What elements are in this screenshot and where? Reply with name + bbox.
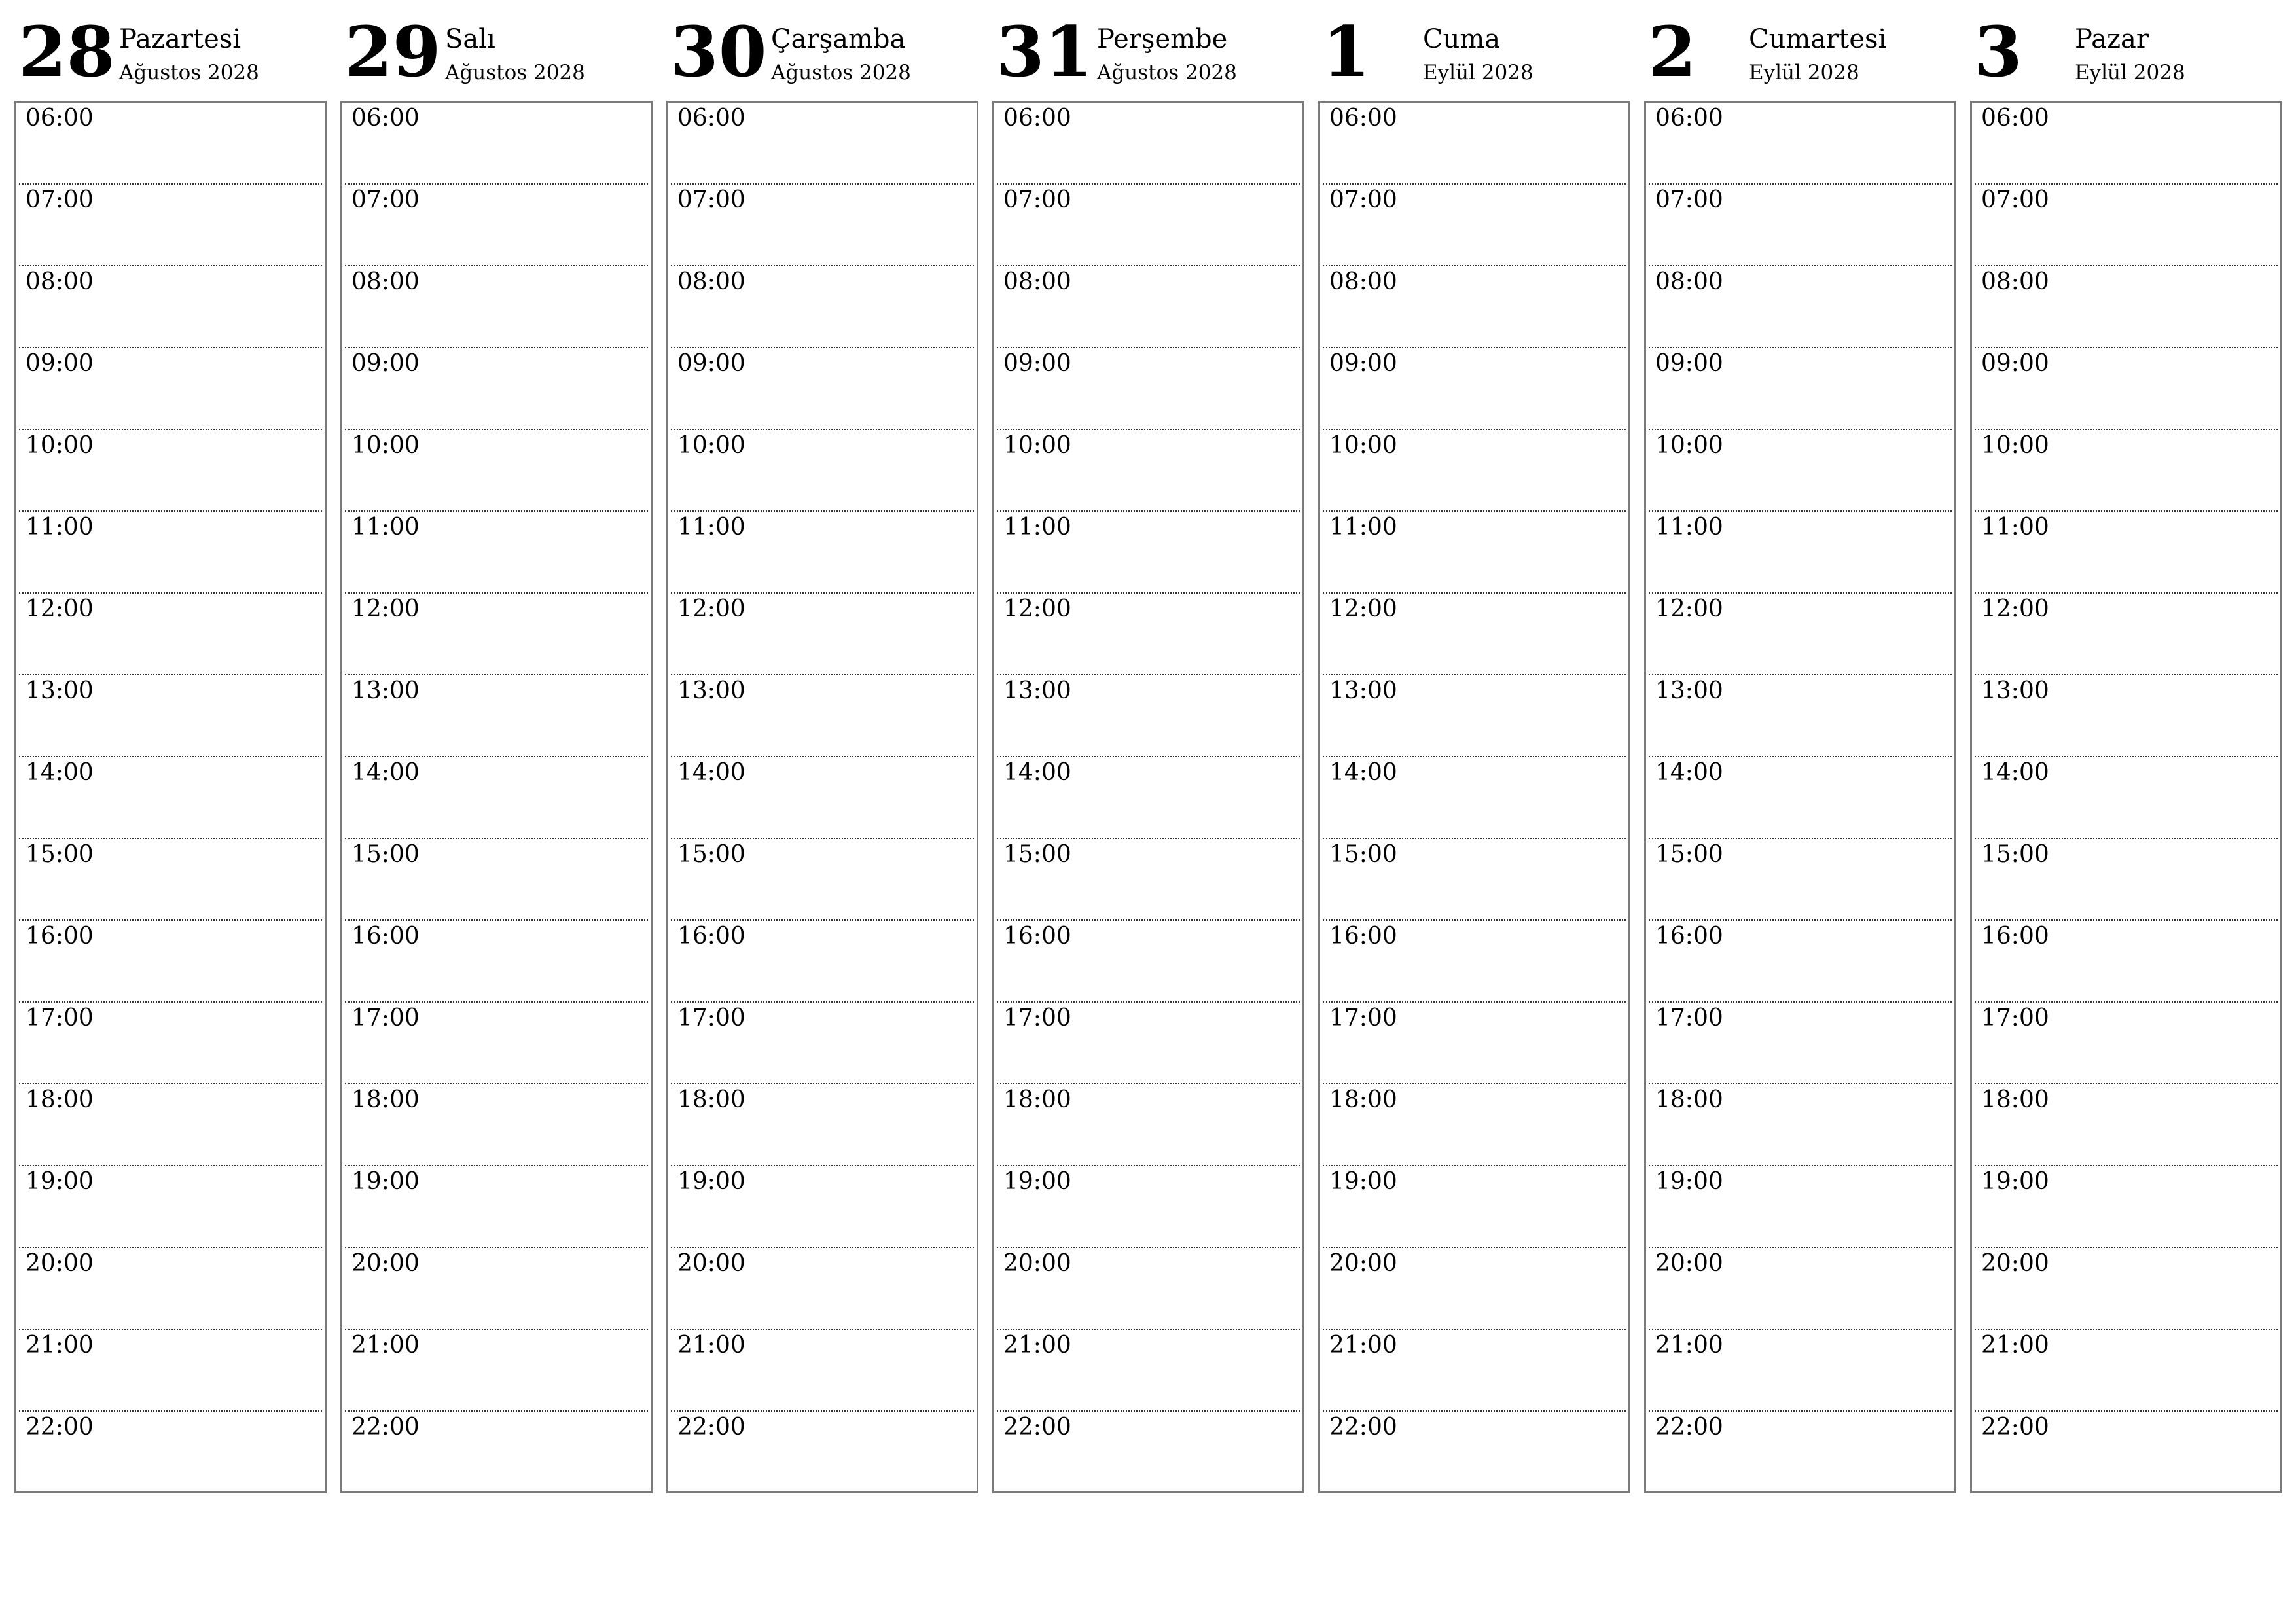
hour-slot[interactable] bbox=[671, 1003, 974, 1084]
hour-label: 08:00 bbox=[677, 268, 745, 295]
hour-label: 21:00 bbox=[351, 1332, 420, 1359]
hour-slot[interactable] bbox=[19, 921, 322, 1003]
hour-label: 13:00 bbox=[1003, 677, 1071, 704]
hour-label: 22:00 bbox=[351, 1414, 420, 1440]
day-column bbox=[992, 12, 1304, 1501]
day-header bbox=[1318, 12, 1630, 101]
day-column bbox=[14, 12, 327, 1501]
hour-slot[interactable] bbox=[671, 1248, 974, 1330]
hour-slot[interactable] bbox=[1649, 1084, 1952, 1166]
day-schedule-box bbox=[1318, 101, 1630, 1493]
hour-slot[interactable] bbox=[997, 1330, 1300, 1412]
hour-label: 06:00 bbox=[26, 105, 94, 132]
hour-slot[interactable] bbox=[997, 430, 1300, 512]
hour-slot[interactable] bbox=[1649, 1248, 1952, 1330]
hour-slot[interactable] bbox=[1323, 512, 1626, 594]
hour-slot[interactable] bbox=[671, 185, 974, 266]
hour-label: 09:00 bbox=[351, 350, 420, 377]
hour-label: 18:00 bbox=[351, 1086, 420, 1113]
month-year: Ağustos 2028 bbox=[119, 61, 259, 84]
hour-slot[interactable] bbox=[1649, 512, 1952, 594]
hour-label: 21:00 bbox=[26, 1332, 94, 1359]
hour-label: 06:00 bbox=[1003, 105, 1071, 132]
hour-label: 22:00 bbox=[1981, 1414, 2049, 1440]
hour-slot[interactable] bbox=[19, 1084, 322, 1166]
weekday-name: Çarşamba bbox=[771, 24, 906, 54]
hour-label: 09:00 bbox=[677, 350, 745, 377]
hour-label: 13:00 bbox=[1655, 677, 1723, 704]
hour-slot[interactable] bbox=[671, 1084, 974, 1166]
hour-slot[interactable] bbox=[19, 675, 322, 757]
hour-slot[interactable] bbox=[671, 103, 974, 185]
hour-label: 20:00 bbox=[1981, 1250, 2049, 1277]
day-column bbox=[340, 12, 653, 1501]
hour-label: 06:00 bbox=[1981, 105, 2049, 132]
day-column bbox=[1644, 12, 1956, 1501]
hour-label: 18:00 bbox=[1655, 1086, 1723, 1113]
day-schedule-box bbox=[340, 101, 653, 1493]
hour-slot[interactable] bbox=[1975, 512, 2278, 594]
hour-label: 16:00 bbox=[1003, 923, 1071, 950]
hour-slot[interactable] bbox=[1975, 185, 2278, 266]
hour-slot[interactable] bbox=[345, 512, 648, 594]
hour-slot[interactable] bbox=[1323, 430, 1626, 512]
hour-slot[interactable] bbox=[19, 512, 322, 594]
hour-slot[interactable] bbox=[1323, 1003, 1626, 1084]
hour-label: 14:00 bbox=[351, 759, 420, 786]
hour-label: 10:00 bbox=[677, 432, 745, 459]
hour-label: 16:00 bbox=[351, 923, 420, 950]
hour-label: 15:00 bbox=[351, 841, 420, 868]
hour-label: 14:00 bbox=[1003, 759, 1071, 786]
hour-label: 07:00 bbox=[1329, 187, 1397, 213]
hour-label: 17:00 bbox=[1003, 1005, 1071, 1031]
hour-label: 08:00 bbox=[1329, 268, 1397, 295]
hour-slot[interactable] bbox=[345, 594, 648, 675]
hour-label: 11:00 bbox=[1329, 514, 1397, 541]
hour-label: 22:00 bbox=[1329, 1414, 1397, 1440]
hour-slot[interactable] bbox=[1975, 921, 2278, 1003]
hour-slot[interactable] bbox=[1649, 266, 1952, 348]
hour-slot[interactable] bbox=[19, 1248, 322, 1330]
hour-slot[interactable] bbox=[997, 103, 1300, 185]
hour-slot[interactable] bbox=[1323, 594, 1626, 675]
hour-slot[interactable] bbox=[1649, 1412, 1952, 1493]
hour-slot[interactable] bbox=[19, 1412, 322, 1493]
hour-label: 20:00 bbox=[351, 1250, 420, 1277]
hour-slot[interactable] bbox=[671, 430, 974, 512]
hour-slot[interactable] bbox=[997, 921, 1300, 1003]
hour-slot[interactable] bbox=[345, 1166, 648, 1248]
hour-label: 21:00 bbox=[1655, 1332, 1723, 1359]
hour-label: 19:00 bbox=[677, 1168, 745, 1195]
hour-label: 14:00 bbox=[26, 759, 94, 786]
hour-label: 11:00 bbox=[351, 514, 420, 541]
hour-label: 12:00 bbox=[1329, 596, 1397, 622]
hour-slot[interactable] bbox=[671, 348, 974, 430]
hour-label: 08:00 bbox=[351, 268, 420, 295]
hour-slot[interactable] bbox=[671, 594, 974, 675]
hour-label: 09:00 bbox=[1655, 350, 1723, 377]
hour-slot[interactable] bbox=[1649, 839, 1952, 921]
hour-label: 15:00 bbox=[1329, 841, 1397, 868]
hour-slot[interactable] bbox=[997, 512, 1300, 594]
hour-label: 15:00 bbox=[677, 841, 745, 868]
month-year: Ağustos 2028 bbox=[771, 61, 911, 84]
hour-label: 12:00 bbox=[26, 596, 94, 622]
hour-slot[interactable] bbox=[1323, 103, 1626, 185]
hour-slot[interactable] bbox=[345, 1084, 648, 1166]
hour-slot[interactable] bbox=[1649, 675, 1952, 757]
hour-label: 14:00 bbox=[1329, 759, 1397, 786]
hour-slot[interactable] bbox=[1975, 675, 2278, 757]
hour-label: 22:00 bbox=[1655, 1414, 1723, 1440]
hour-slot[interactable] bbox=[19, 1166, 322, 1248]
hour-slot[interactable] bbox=[1975, 103, 2278, 185]
hour-slot[interactable] bbox=[19, 757, 322, 839]
hour-label: 18:00 bbox=[26, 1086, 94, 1113]
hour-slot[interactable] bbox=[1975, 1412, 2278, 1493]
day-number: 29 bbox=[344, 10, 441, 92]
hour-slot[interactable] bbox=[1649, 348, 1952, 430]
hour-label: 06:00 bbox=[351, 105, 420, 132]
hour-slot[interactable] bbox=[1975, 1003, 2278, 1084]
weekday-name: Cumartesi bbox=[1749, 24, 1887, 54]
month-year: Eylül 2028 bbox=[1749, 61, 1859, 84]
weekday-name: Pazartesi bbox=[119, 24, 242, 54]
weekly-planner bbox=[14, 12, 2284, 1501]
day-number: 30 bbox=[670, 10, 767, 92]
hour-label: 06:00 bbox=[677, 105, 745, 132]
hour-slot[interactable] bbox=[19, 1003, 322, 1084]
hour-label: 13:00 bbox=[1329, 677, 1397, 704]
hour-label: 21:00 bbox=[677, 1332, 745, 1359]
hour-slot[interactable] bbox=[345, 921, 648, 1003]
hour-slot[interactable] bbox=[19, 594, 322, 675]
hour-slot[interactable] bbox=[1975, 348, 2278, 430]
hour-label: 18:00 bbox=[1329, 1086, 1397, 1113]
day-number: 31 bbox=[996, 10, 1093, 92]
hour-label: 13:00 bbox=[26, 677, 94, 704]
hour-slot[interactable] bbox=[1649, 757, 1952, 839]
hour-label: 18:00 bbox=[1003, 1086, 1071, 1113]
hour-label: 07:00 bbox=[1981, 187, 2049, 213]
hour-slot[interactable] bbox=[997, 1166, 1300, 1248]
hour-slot[interactable] bbox=[1649, 103, 1952, 185]
hour-slot[interactable] bbox=[19, 103, 322, 185]
hour-slot[interactable] bbox=[1323, 1248, 1626, 1330]
hour-label: 18:00 bbox=[677, 1086, 745, 1113]
hour-slot[interactable] bbox=[1323, 921, 1626, 1003]
hour-slot[interactable] bbox=[671, 839, 974, 921]
hour-label: 12:00 bbox=[677, 596, 745, 622]
hour-label: 20:00 bbox=[26, 1250, 94, 1277]
hour-label: 11:00 bbox=[26, 514, 94, 541]
hour-slot[interactable] bbox=[345, 839, 648, 921]
day-column bbox=[1970, 12, 2282, 1501]
hour-slot[interactable] bbox=[1649, 921, 1952, 1003]
hour-slot[interactable] bbox=[19, 430, 322, 512]
hour-slot[interactable] bbox=[345, 1003, 648, 1084]
hour-label: 21:00 bbox=[1981, 1332, 2049, 1359]
hour-slot[interactable] bbox=[671, 512, 974, 594]
hour-label: 10:00 bbox=[351, 432, 420, 459]
hour-slot[interactable] bbox=[1323, 839, 1626, 921]
hour-label: 06:00 bbox=[1655, 105, 1723, 132]
hour-label: 17:00 bbox=[1981, 1005, 2049, 1031]
hour-slot[interactable] bbox=[1975, 839, 2278, 921]
hour-label: 10:00 bbox=[26, 432, 94, 459]
hour-label: 19:00 bbox=[1655, 1168, 1723, 1195]
day-header bbox=[992, 12, 1304, 101]
hour-slot[interactable] bbox=[671, 675, 974, 757]
hour-label: 16:00 bbox=[1655, 923, 1723, 950]
hour-label: 13:00 bbox=[1981, 677, 2049, 704]
hour-label: 20:00 bbox=[1329, 1250, 1397, 1277]
day-schedule-box bbox=[666, 101, 978, 1493]
hour-label: 11:00 bbox=[1655, 514, 1723, 541]
day-schedule-box bbox=[1644, 101, 1956, 1493]
hour-label: 16:00 bbox=[677, 923, 745, 950]
month-year: Ağustos 2028 bbox=[1097, 61, 1237, 84]
hour-slot[interactable] bbox=[1649, 1003, 1952, 1084]
day-schedule-box bbox=[992, 101, 1304, 1493]
hour-slot[interactable] bbox=[1975, 1330, 2278, 1412]
weekday-name: Perşembe bbox=[1097, 24, 1228, 54]
hour-slot[interactable] bbox=[345, 1412, 648, 1493]
hour-slot[interactable] bbox=[1975, 1248, 2278, 1330]
hour-label: 08:00 bbox=[1655, 268, 1723, 295]
month-year: Eylül 2028 bbox=[2075, 61, 2185, 84]
hour-label: 19:00 bbox=[1981, 1168, 2049, 1195]
hour-slot[interactable] bbox=[345, 430, 648, 512]
hour-label: 13:00 bbox=[677, 677, 745, 704]
hour-label: 17:00 bbox=[1329, 1005, 1397, 1031]
hour-slot[interactable] bbox=[997, 1003, 1300, 1084]
hour-label: 22:00 bbox=[1003, 1414, 1071, 1440]
hour-label: 10:00 bbox=[1329, 432, 1397, 459]
hour-label: 15:00 bbox=[26, 841, 94, 868]
hour-slot[interactable] bbox=[345, 1248, 648, 1330]
hour-slot[interactable] bbox=[1323, 1166, 1626, 1248]
hour-slot[interactable] bbox=[997, 185, 1300, 266]
hour-label: 18:00 bbox=[1981, 1086, 2049, 1113]
hour-slot[interactable] bbox=[345, 185, 648, 266]
day-column bbox=[666, 12, 978, 1501]
hour-label: 22:00 bbox=[26, 1414, 94, 1440]
day-column bbox=[1318, 12, 1630, 1501]
day-schedule-box bbox=[14, 101, 327, 1493]
hour-slot[interactable] bbox=[19, 839, 322, 921]
hour-slot[interactable] bbox=[1975, 757, 2278, 839]
hour-label: 11:00 bbox=[1981, 514, 2049, 541]
hour-label: 20:00 bbox=[1003, 1250, 1071, 1277]
day-header bbox=[1970, 12, 2282, 101]
hour-label: 07:00 bbox=[677, 187, 745, 213]
hour-slot[interactable] bbox=[345, 1330, 648, 1412]
hour-label: 12:00 bbox=[1655, 596, 1723, 622]
hour-slot[interactable] bbox=[997, 348, 1300, 430]
day-schedule-box bbox=[1970, 101, 2282, 1493]
hour-label: 09:00 bbox=[1003, 350, 1071, 377]
hour-slot[interactable] bbox=[345, 266, 648, 348]
hour-slot[interactable] bbox=[1975, 266, 2278, 348]
hour-label: 07:00 bbox=[26, 187, 94, 213]
hour-slot[interactable] bbox=[671, 266, 974, 348]
hour-label: 15:00 bbox=[1981, 841, 2049, 868]
day-header bbox=[340, 12, 653, 101]
hour-label: 12:00 bbox=[351, 596, 420, 622]
hour-slot[interactable] bbox=[345, 348, 648, 430]
hour-label: 10:00 bbox=[1655, 432, 1723, 459]
hour-slot[interactable] bbox=[997, 1084, 1300, 1166]
hour-label: 16:00 bbox=[1329, 923, 1397, 950]
hour-label: 10:00 bbox=[1981, 432, 2049, 459]
hour-label: 16:00 bbox=[1981, 923, 2049, 950]
hour-slot[interactable] bbox=[997, 839, 1300, 921]
hour-label: 11:00 bbox=[677, 514, 745, 541]
hour-slot[interactable] bbox=[997, 1248, 1300, 1330]
hour-slot[interactable] bbox=[671, 1330, 974, 1412]
hour-label: 19:00 bbox=[26, 1168, 94, 1195]
hour-slot[interactable] bbox=[1323, 185, 1626, 266]
hour-label: 17:00 bbox=[1655, 1005, 1723, 1031]
hour-label: 14:00 bbox=[1655, 759, 1723, 786]
hour-slot[interactable] bbox=[1323, 757, 1626, 839]
hour-label: 21:00 bbox=[1003, 1332, 1071, 1359]
hour-label: 16:00 bbox=[26, 923, 94, 950]
hour-label: 08:00 bbox=[1003, 268, 1071, 295]
hour-label: 09:00 bbox=[1329, 350, 1397, 377]
day-number: 3 bbox=[1974, 10, 2022, 92]
day-header bbox=[14, 12, 327, 101]
hour-slot[interactable] bbox=[19, 348, 322, 430]
hour-label: 20:00 bbox=[1655, 1250, 1723, 1277]
hour-label: 19:00 bbox=[1003, 1168, 1071, 1195]
hour-slot[interactable] bbox=[1649, 185, 1952, 266]
hour-slot[interactable] bbox=[345, 675, 648, 757]
hour-label: 19:00 bbox=[1329, 1168, 1397, 1195]
hour-slot[interactable] bbox=[997, 757, 1300, 839]
day-number: 28 bbox=[18, 10, 115, 92]
day-header bbox=[666, 12, 978, 101]
hour-slot[interactable] bbox=[671, 1166, 974, 1248]
hour-label: 17:00 bbox=[351, 1005, 420, 1031]
hour-slot[interactable] bbox=[997, 594, 1300, 675]
hour-label: 15:00 bbox=[1003, 841, 1071, 868]
hour-slot[interactable] bbox=[1323, 348, 1626, 430]
month-year: Ağustos 2028 bbox=[445, 61, 585, 84]
hour-slot[interactable] bbox=[1649, 1330, 1952, 1412]
hour-slot[interactable] bbox=[1323, 1084, 1626, 1166]
hour-slot[interactable] bbox=[997, 266, 1300, 348]
hour-label: 09:00 bbox=[1981, 350, 2049, 377]
weekday-name: Pazar bbox=[2075, 24, 2149, 54]
hour-slot[interactable] bbox=[1649, 1166, 1952, 1248]
hour-slot[interactable] bbox=[671, 757, 974, 839]
hour-slot[interactable] bbox=[1975, 430, 2278, 512]
hour-slot[interactable] bbox=[997, 675, 1300, 757]
hour-slot[interactable] bbox=[345, 103, 648, 185]
hour-label: 12:00 bbox=[1981, 596, 2049, 622]
weekday-name: Cuma bbox=[1423, 24, 1501, 54]
hour-label: 08:00 bbox=[26, 268, 94, 295]
hour-label: 08:00 bbox=[1981, 268, 2049, 295]
hour-slot[interactable] bbox=[1649, 594, 1952, 675]
day-header bbox=[1644, 12, 1956, 101]
month-year: Eylül 2028 bbox=[1423, 61, 1534, 84]
hour-slot[interactable] bbox=[1975, 1084, 2278, 1166]
hour-label: 10:00 bbox=[1003, 432, 1071, 459]
hour-label: 14:00 bbox=[677, 759, 745, 786]
hour-slot[interactable] bbox=[19, 1330, 322, 1412]
hour-slot[interactable] bbox=[671, 1412, 974, 1493]
hour-label: 07:00 bbox=[351, 187, 420, 213]
hour-label: 17:00 bbox=[677, 1005, 745, 1031]
hour-slot[interactable] bbox=[1323, 1330, 1626, 1412]
hour-slot[interactable] bbox=[1975, 1166, 2278, 1248]
weekday-name: Salı bbox=[445, 24, 495, 54]
hour-label: 09:00 bbox=[26, 350, 94, 377]
hour-label: 17:00 bbox=[26, 1005, 94, 1031]
hour-slot[interactable] bbox=[671, 921, 974, 1003]
hour-label: 15:00 bbox=[1655, 841, 1723, 868]
hour-label: 07:00 bbox=[1655, 187, 1723, 213]
hour-label: 07:00 bbox=[1003, 187, 1071, 213]
hour-slot[interactable] bbox=[1649, 430, 1952, 512]
day-number: 2 bbox=[1648, 10, 1696, 92]
hour-slot[interactable] bbox=[19, 266, 322, 348]
hour-label: 06:00 bbox=[1329, 105, 1397, 132]
hour-slot[interactable] bbox=[1323, 1412, 1626, 1493]
hour-label: 22:00 bbox=[677, 1414, 745, 1440]
hour-label: 13:00 bbox=[351, 677, 420, 704]
hour-slot[interactable] bbox=[345, 757, 648, 839]
hour-label: 20:00 bbox=[677, 1250, 745, 1277]
hour-label: 21:00 bbox=[1329, 1332, 1397, 1359]
hour-label: 14:00 bbox=[1981, 759, 2049, 786]
day-number: 1 bbox=[1322, 10, 1371, 92]
hour-slot[interactable] bbox=[997, 1412, 1300, 1493]
hour-slot[interactable] bbox=[1323, 675, 1626, 757]
hour-label: 11:00 bbox=[1003, 514, 1071, 541]
hour-label: 12:00 bbox=[1003, 596, 1071, 622]
hour-label: 19:00 bbox=[351, 1168, 420, 1195]
hour-slot[interactable] bbox=[1323, 266, 1626, 348]
hour-slot[interactable] bbox=[1975, 594, 2278, 675]
hour-slot[interactable] bbox=[19, 185, 322, 266]
